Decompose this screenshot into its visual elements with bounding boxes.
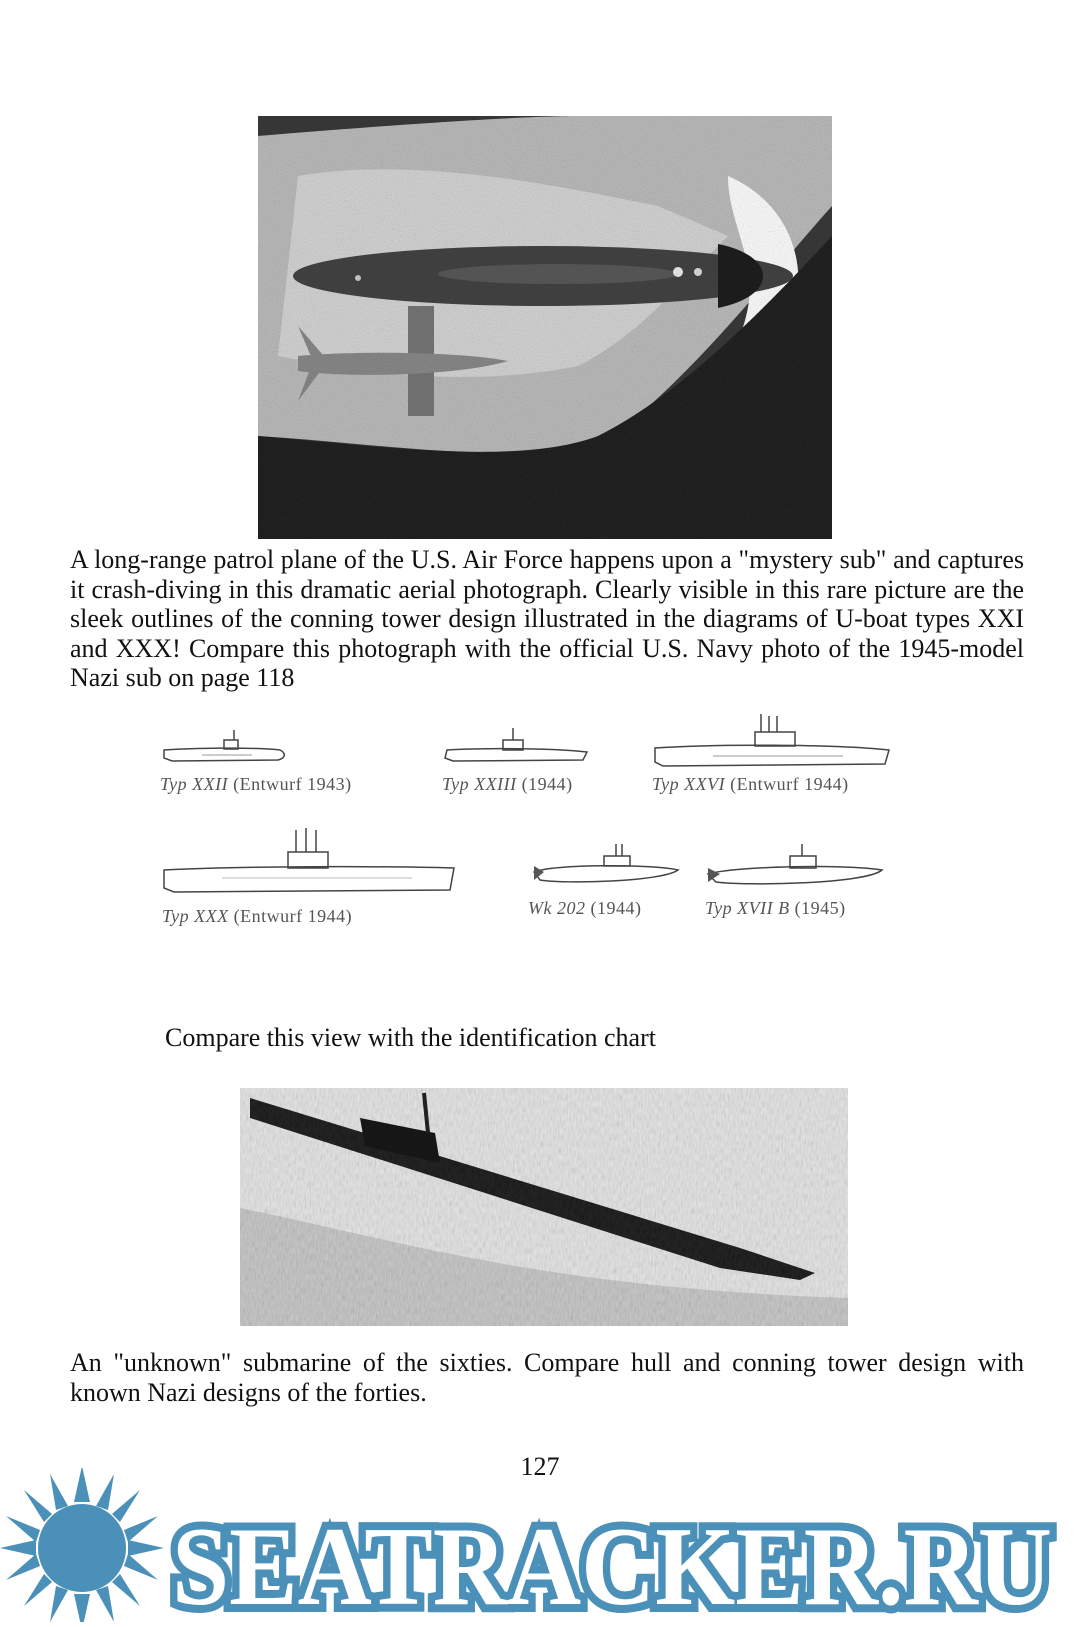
compare-instruction: Compare this view with the identification chart bbox=[165, 1023, 656, 1052]
unknown-submarine-photo bbox=[240, 1088, 848, 1326]
seatracker-watermark bbox=[0, 1468, 1080, 1622]
photo-caption-top: A long-range patrol plane of the U.S. Air Force happens upon a "mystery sub" and captures it crash-diving in this dramatic aerial photograph. Clearly visible in this rare picture are the sleek outlines of the conning tower design illustrated in the diagrams of U-boat types XXI and XXX! Compare this photograph with the official U.S. Navy photo of the 1945-model Nazi sub on page 118 bbox=[70, 545, 1024, 692]
label-wk-202: Wk 202 (1944) bbox=[528, 898, 642, 918]
label-typ-xxiii: Typ XXIII (1944) bbox=[442, 774, 573, 794]
typ-xxiii-drawing bbox=[443, 726, 591, 768]
wk-202-drawing bbox=[532, 842, 682, 892]
aerial-submarine-photo bbox=[258, 116, 832, 539]
typ-xvii-b-drawing bbox=[706, 842, 886, 894]
photo-caption-bottom: An "unknown" submarine of the sixties. Compare hull and conning tower design with known Nazi designs of the forties. bbox=[70, 1348, 1024, 1407]
watermark-text: SEATRACKER.RU bbox=[172, 1505, 1052, 1622]
typ-xxx-drawing bbox=[162, 826, 457, 898]
typ-xxii-drawing bbox=[162, 728, 287, 768]
label-typ-xvii-b: Typ XVII B (1945) bbox=[705, 898, 846, 918]
page-number: 127 bbox=[520, 1452, 560, 1481]
typ-xxvi-drawing bbox=[653, 712, 893, 774]
label-typ-xxx: Typ XXX (Entwurf 1944) bbox=[162, 906, 353, 926]
sun-logo-icon bbox=[0, 1468, 164, 1622]
submarine-identification-chart bbox=[150, 718, 940, 958]
label-typ-xxii: Typ XXII (Entwurf 1943) bbox=[160, 774, 352, 794]
label-typ-xxvi: Typ XXVI (Entwurf 1944) bbox=[652, 774, 849, 794]
